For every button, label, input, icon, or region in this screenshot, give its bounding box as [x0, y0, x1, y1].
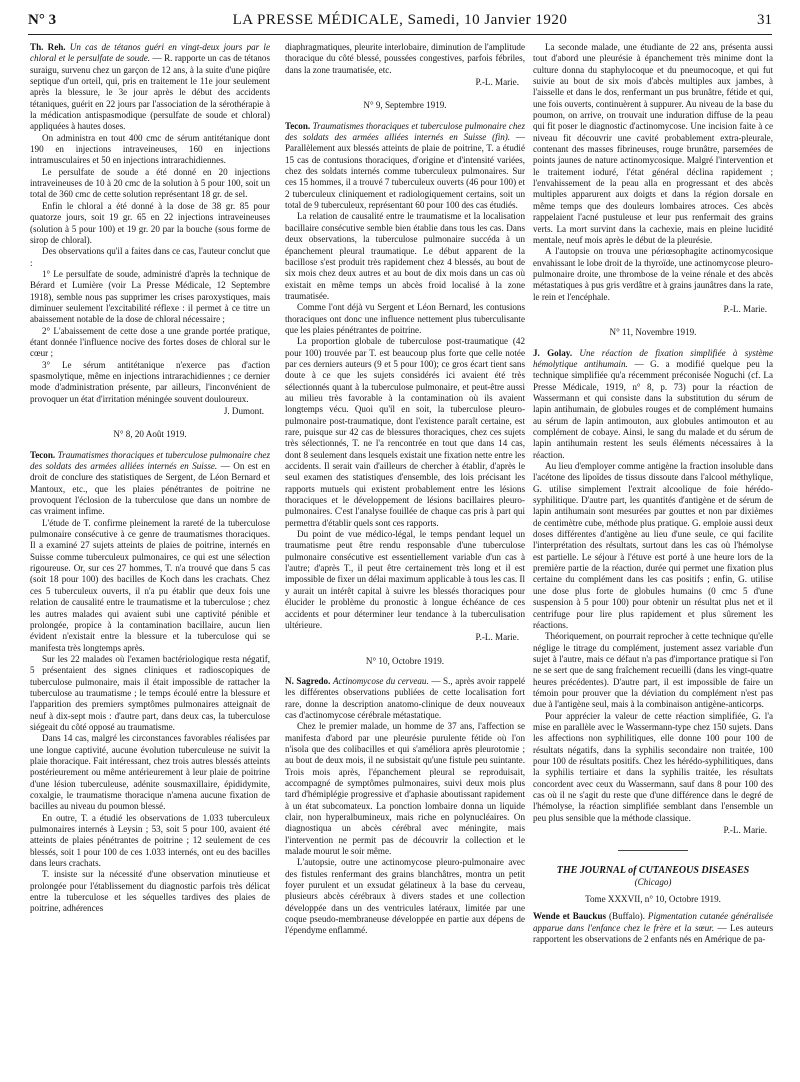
paragraph: La proportion globale de tuberculose post-traumatique (42 pour 100) trouvée par T. est beaucoup plus forte que celle notée par ces derniers auteurs (9 et 5 pour 100); ce gros écart tient sans doute à ce que les sujets considérés ici avaient été très sélectionnés quant à la tuberculose pulmonaire, et peut-être aussi au milieu très favorable à la contamination où ils avaient longtemps vécu. Quoi qu'il en soit, la tuberculose pleuro-pulmonaire post-traumatique, dont l'existence paraît certaine, est rare, puisque sur 42 cas de blessures thoraciques, chez ces sujets très sélectionnés, T. ne l'a rencontrée en tout que dans 14 cas, dont 8 seulement dans lesquels existait une fixation nette entre les accidents. Il serait vain d'ailleurs de chercher à établir, d'après le seul examen des statistiques d'ensemble, des lois précisant les rapports mutuels qui existent probablement entre les lésions thoraciques et le développement de lésions bacillaires pleuro-pulmonaires. C'est l'analyse fouillée de chaque cas pris à part qui permettra d'établir quels sont ces rapports.: [285, 336, 525, 528]
article-heading: [533, 911, 773, 945]
signature: P.-L. Marie.: [475, 77, 519, 88]
signature: P.-L. Marie.: [723, 303, 767, 314]
column-3: [533, 42, 773, 945]
issue-number: N° 3: [28, 12, 57, 28]
article-heading: [30, 450, 270, 518]
article-title: Traumatismes thoraciques et tuberculose pulmonaire chez des soldats des armées alliées internés en Suisse (fin).: [285, 120, 525, 143]
journal-title-line: LA PRESSE MÉDICALE, Samedi, 10 Janvier 1920: [232, 12, 568, 28]
signature: J. Dumont.: [223, 406, 264, 416]
signature: P.-L. Marie.: [475, 632, 519, 643]
column-1: [30, 42, 270, 915]
paragraph: Au lieu d'employer comme antigène la fraction insoluble dans l'acétone des lipoïdes de tissus dissoute dans l'alcool méthylique, G. utilise simplement l'extrait alcoolique de foie hérédo-syphilitique. D'autre part, les quantités d'antigène et de sérum de lapin antihumain sont mesurées par gouttes et non par dixièmes de centimètre cube, méthode plus pratique. G. emploie aussi deux doses différentes d'antigène au lieu d'une seule, ce qui facilite l'interprétation des résultats, surtout dans les cas où l'hémolyse est partielle. Le séjour à l'étuve est porté à une heure lors de la première partie de la réaction, durée qui permet une fixation plus certaine du complément dans les cas positifs ; enfin, G. utilise une dose plus forte de globules humains (0 cmc 5 d'une suspension à 5 pour 100) pour obtenir un résultat plus net et il centrifuge pour lire plus rapidement et plus sûrement les réactions.: [533, 461, 773, 630]
article-heading: [285, 676, 525, 721]
article-title: Traumatismes thoraciques et tuberculose pulmonaire chez des soldats des armées alliées internés en Suisse.: [30, 449, 270, 472]
paragraph: Du point de vue médico-légal, le temps pendant lequel un traumatisme peut être rendu responsable d'une tuberculose pulmonaire consécutive est essentiellement variable d'un cas à l'autre; d'après T., il peut être certainement très long et il est impossible de fixer un délai maximum applicable à tous les cas. Il y aurait un intérêt capital à suivre les blessés thoraciques pour élucider le problème du pronostic à longue échéance de ces accidents et pour déterminer leur tendance à la tuberculisation ultérieure.: [285, 529, 525, 630]
article-author: Tecon.: [285, 120, 311, 131]
article-heading: [533, 348, 773, 461]
paragraph: Comme l'ont déjà vu Sergent et Léon Bernard, les contusions thoraciques ont donc une influence nettement plus tuberculisante que les plaies pénétrantes de poitrine.: [285, 302, 525, 335]
paragraph: A l'autopsie on trouva une périœsophagite actinomycosique envahissant le lobe droit de la thyroïde, une actinomycose pleuro-pulmonaire droite, une thrombose de la veine rénale et des abcès métastatiques à pus gris verdâtre et à grains jaunâtres dans la rate, le rein et l'encéphale.: [533, 246, 773, 302]
article-text: — S., après avoir rappelé les différentes observations publiées de cette localisation fort rare, donne la description anatomo-clinique de deux nouveaux cas d'actinomycose cérébrale métastatique.: [285, 675, 526, 720]
paragraph: Chez le premier malade, un homme de 37 ans, l'affection se manifesta d'abord par une pleurésie purulente fétide où l'on n'isola que des colibacilles et qui s'améliora après pleurotomie ; au bout de deux mois, il ne subsistait qu'une fistule peu suintante. Trois mois après, l'épanchement pleural se reproduisait, accompagné de symptômes pulmonaires, suivi deux mois plus tard d'hémiplégie progressive et d'aphasie aboutissant rapidement à un état subcomateux. La ponction lombaire donna un liquide clair, non hyperalbumineux, mais riche en polynucléaires. On diagnostiqua un abcès cérébral avec méningite, mais l'intervention ne permit pas de découvrir la collection et le malade mourut le soir même.: [285, 721, 525, 857]
page-number: 31: [757, 12, 772, 28]
journal-heading: THE JOURNAL of CUTANEOUS DISEASES: [556, 865, 750, 877]
column-2: [285, 42, 525, 937]
section-divider: [618, 850, 688, 851]
paragraph: 2° L'abaissement de cette dose a une grande portée pratique, étant donnée l'influence nocive des fortes doses de chloral sur le cœur ;: [30, 325, 270, 359]
issue-date-heading: N° 8, 20 Août 1919.: [113, 429, 187, 440]
article-title: Pigmentation cutanée généralisée apparue dans l'enfance chez le frère et la sœur.: [533, 911, 773, 933]
article-author: N. Sagredo.: [285, 675, 331, 686]
issue-date-heading: N° 11, Novembre 1919.: [609, 327, 697, 338]
journal-city: (Chicago): [634, 876, 672, 887]
author-location: (Buffalo).: [609, 911, 645, 922]
article-text: — On est en droit de conclure des statistiques de Sergent, de Léon Bernard et Mantoux, etc., que les plaies pénétrantes de poitrine ne provoquent l'éclosion de la tuberculose que dans un nombre de cas vraiment infime.: [30, 461, 270, 517]
article-heading: [30, 42, 270, 133]
article-author: Tecon.: [30, 449, 56, 460]
paragraph: L'autopsie, outre une actinomycose pleuro-pulmonaire avec des fistules renfermant des grains blanchâtres, montra un petit foyer purulent et un exsudat gélatineux à la base du cerveau, plusieurs abcès cérébraux à divers stades et une collection développée dans un des ventricules latéraux, limitée par une coque pseudo-membraneuse développée en partie aux dépens de l'épendyme enflammé.: [285, 857, 525, 936]
paragraph: En outre, T. a étudié les observations de 1.033 tuberculeux pulmonaires internés à Leysin ; 53, soit 5 pour 100, avaient été atteints de plaies pénétrantes de poitrine ; 12 seulement de ces blessés, soit 1 pour 100 de ces 1.033 internés, ont eu des bacilles dans leurs crachats.: [30, 812, 270, 869]
article-text: — Parallèlement aux blessés atteints de plaie de poitrine, T. a étudié 15 cas de contusions thoraciques, d'origine et d'intensité variées, chez des soldats internés comme tuberculeux pulmonaires. Sur ces 15 hommes, il a trouvé 7 tuberculeux ouverts (46 pour 100) et 2 tuberculeux cliniquement et radiologiquement certains, soit un total de 9 tuberculeux, représentant 60 pour 100 des cas étudiés.: [285, 132, 525, 211]
volume-line: Tome XXXVII, n° 10, Octobre 1919.: [585, 894, 721, 905]
paragraph: Pour apprécier la valeur de cette réaction simplifiée, G. l'a mise en parallèle avec le Wassermann-type chez 150 sujets. Dans les affections non syphilitiques, elle donne 100 pour 100 de résultats négatifs, dans la syphilis secondaire non traitée, 100 pour 100 de résultats positifs. Chez les hérédo-syphilitiques, dans la syphilis tertiaire et dans la syphilis traitée, les résultats concordent avec ceux du Wassermann, sauf dans 8 pour 100 des cas où il ne s'agit du reste que d'une différence dans le degré de l'hémolyse, la réaction simplifiée semblant dans l'ensemble un peu plus sensible que la méthode classique.: [533, 710, 773, 823]
article-author: Th. Reh.: [30, 42, 66, 52]
article-text: — Les auteurs rapportent les observations de 2 enfants nés en Amérique de pa-: [533, 922, 774, 945]
paragraph: La seconde malade, une étudiante de 22 ans, présenta aussi tout d'abord une pleurésie à épanchement très minime dont la culture donna du staphylocoque et du pneumocoque, et qui fut suivie au bout de six mois d'abcès multiples aux jambes, à l'aisselle et dans le dos, renfermant un pus brunâtre, fétide et qui, une fois ouverts, continuèrent à suppurer. Au niveau de la base du poumon, on arrive, on trouvait une induration diffuse de la peau qui fit poser le diagnostic d'actinomycose. Une incision faite à ce niveau fit découvrir une cavité probablement extra-pleurale, contenant des masses fibrineuses, rouge brunâtre, parsemées de points jaunes de nature actinomycosique. Malgré l'intervention et le traitement ioduré, l'état général déclina rapidement ; l'envahissement de la peau alla en progressant et des abcès multiples apparurent aux doigts et dans la région dorsale en même temps que des douleurs lombaires atroces. Ces abcès rappelaient l'acné pustuleuse et leur pus renfermait des grains verts. La mort survint dans la cachexie, mais en pleine lucidité mentale, neuf mois après le début de la pleurésie.: [533, 42, 773, 245]
article-title: Actinomycose du cerveau.: [332, 675, 429, 686]
issue-date-heading: N° 9, Septembre 1919.: [363, 100, 447, 111]
paragraph: Sur les 22 malades où l'examen bactériologique resta négatif, 5 présentaient des signes cliniques et radioscopiques de tuberculose pulmonaire, mais il était impossible de rattacher la tuberculose au traumatisme ; le temps écoulé entre la blessure et l'apparition des premiers symptômes pulmonaires atteignait de neuf à dix-sept mois : d'autre part, dans deux cas, la tuberculose siégeait du côté opposé au traumatisme.: [30, 653, 270, 732]
paragraph: Des observations qu'il a faites dans ce cas, l'auteur conclut que :: [30, 246, 270, 268]
paragraph: diaphragmatiques, pleurite interlobaire, diminution de l'amplitude thoracique du côté blessé, poussées congestives, parfois fébriles, dans la zone traumatisée, etc.: [285, 42, 525, 75]
article-author: J. Golay.: [533, 347, 573, 358]
paragraph: Dans 14 cas, malgré les circonstances favorables réalisées par une longue captivité, aucune évolution tuberculeuse ne suivit la plaie thoracique. Fait intéressant, chez trois autres blessés atteints postérieurement ou même antérieurement à leur plaie de poitrine d'une lésion tuberculeuse, adénite sousmaxillaire, épididymite, coxalgie, le traumatisme thoracique n'amena aucune fixation de bacilles au niveau du poumon blessé.: [30, 733, 270, 812]
running-header: [28, 10, 772, 35]
article-title: Une réaction de fixation simplifiée à système hémolytique antihumain.: [533, 347, 774, 369]
article-text: — R. rapporte un cas de tétanos suraigu, survenu chez un garçon de 12 ans, à la suite d'une piqûre septique d'un orteil, qui, pris en traitement le 11e jour seulement après la blessure, le 3e jour après le début des accidents tétaniques, guérit en 22 jours par l'association de la sérothérapie à la médication antispasmodique (persulfate de soude et chloral) appliquées à hautes doses.: [30, 53, 270, 132]
signature: P.-L. Marie.: [723, 825, 767, 836]
issue-date-heading: N° 10, Octobre 1919.: [365, 655, 445, 666]
paragraph: Enfin le chloral a été donné à la dose de 38 gr. 85 pour quatorze jours, soit 19 gr. 65 en 22 injections intraveineuses (solution à 5 pour 100) et 19 gr. 20 par la bouche (sous forme de sirop de chloral).: [30, 200, 270, 245]
paragraph: Le persulfate de soude a été donné en 20 injections intraveineuses de 10 à 20 cmc de la solution à 5 pour 100, soit un total de 360 cmc de cette solution représentant 18 gr. de sel.: [30, 166, 270, 200]
paragraph: La relation de causalité entre le traumatisme et la localisation bacillaire consécutive semble bien établie dans tous les cas. Dans deux observations, la tuberculose pulmonaire succéda à un épanchement pleural traumatique. Le début apparent de la bacillose s'est produit très rapidement chez 4 blessés, au bout de six mois chez deux autres et au bout de dix mois dans un cas où existait en même temps un abcès froid localisé à la zone traumatisée.: [285, 211, 525, 301]
article-text: — G. a modifié quelque peu la technique simplifiée qu'a récemment préconisée Noguchi (cf. La Presse Médicale, 1919, n° 8, p. 73) pour la réaction de Wassermann et qui consiste dans la substitution du sérum de lapin antihumain, de globules rouges et de complément humains au sérum de lapin antimouton, aux globules antimouton et au complément de cobaye. Ainsi, le sang du malade et du sérum de lapin antihumain restent les seuls éléments nécessaires à la réaction.: [533, 358, 773, 460]
paragraph: 3° Le sérum antitétanique n'exerce pas d'action spasmolytique, même en injections intrarachidiennes ; ce dernier mode d'administration présente, par ailleurs, l'inconvénient de provoquer un état d'irritation méningée souvent douloureux.: [30, 359, 270, 404]
paragraph: L'étude de T. confirme pleinement la rareté de la tuberculose pulmonaire consécutive à ce genre de traumatismes thoraciques. Il a examiné 27 sujets atteints de plaies de poitrine, internés en Suisse comme tuberculeux pulmonaires, ce qui est une sélection rigoureuse. Or, sur ces 27 hommes, T. n'a trouvé que dans 5 cas (soit 18 pour 100) des bacilles de Koch dans les crachats. Chez ces 5 tuberculeux ouverts, il n'a pu établir que deux fois une relation de causalité entre le traumatisme et la tuberculose ; chez les autres malades qui avaient subi une captivité pénible et prolongée, propice à la contamination bacillaire, aucun lien évident n'existait entre la blessure et la tuberculose qui se manifesta très longtemps après.: [30, 517, 270, 653]
paragraph: 1° Le persulfate de soude, administré d'après la technique de Bérard et Lumière (voir La Presse Médicale, 12 Septembre 1918), semble nous pas supprimer les crises paroxystiques, mais diminuer seulement l'excitabilité réflexe : il permet à ce titre un abaissement notable de la dose de chloral nécessaire ;: [30, 268, 270, 325]
article-title: Un cas de tétanos guéri en vingt-deux jours par le chloral et le persulfate de soude.: [30, 42, 270, 64]
article-heading: [285, 121, 525, 212]
paragraph: On administra en tout 400 cmc de sérum antitétanique dont 190 en injections intraveineuses, 160 en injections intramusculaires et 50 en injections intrarachidiennes.: [30, 132, 270, 166]
paragraph: T. insiste sur la nécessité d'une observation minutieuse et prolongée pour l'établissement du diagnostic parfois très délicat entre la tuberculose et les séquelles tardives des plaies de poitrine, adhérences: [30, 869, 270, 914]
paragraph: Théoriquement, on pourrait reprocher à cette technique qu'elle néglige le titrage du complément, justement assez variable d'un sujet à l'autre, mais ce défaut n'a pas d'importance pratique si l'on ne se sert que de sang fraîchement recueilli (dans les vingt-quatre heures précédentes). D'autre part, il est impossible de faire un témoin pour prouver que la déviation du complément n'est pas due à l'antigène seul, mais à la combinaison antigène-anticorps.: [533, 631, 773, 710]
article-author: Wende et Bauckus: [533, 911, 607, 922]
